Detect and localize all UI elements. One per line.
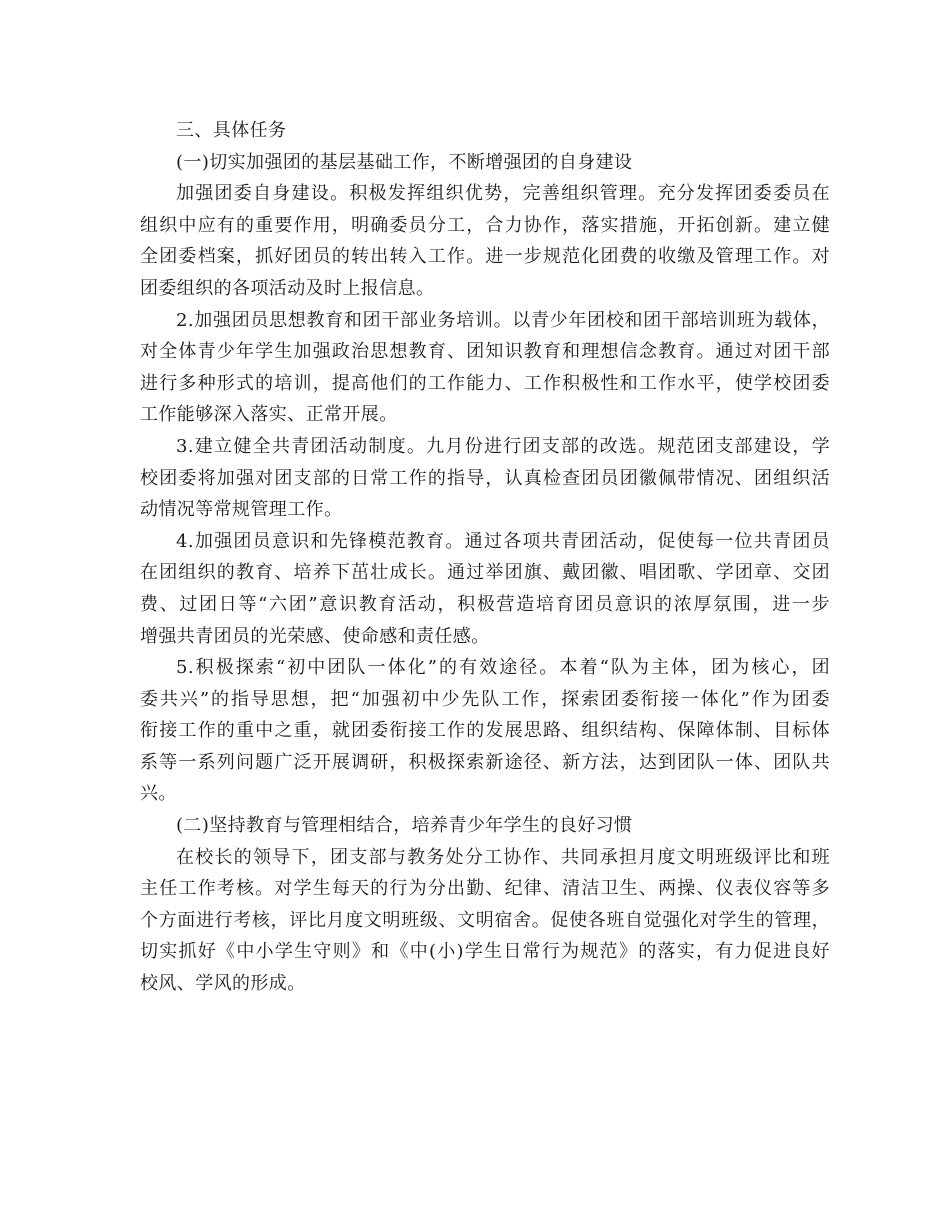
text-line: 动情况等常规管理工作。 bbox=[140, 499, 343, 521]
text-line: 2.加强团员思想教育和团干部业务培训。以青少年团校和团干部培训班为载体， bbox=[176, 309, 830, 331]
text-line: 在校长的领导下，团支部与教务处分工协作、共同承担月度文明班级评比和班 bbox=[176, 846, 830, 868]
text-line: 校风、学风的形成。 bbox=[140, 973, 306, 995]
text-line: (二)坚持教育与管理相结合，培养青少年学生的良好习惯 bbox=[176, 815, 633, 837]
document-page bbox=[140, 115, 830, 1000]
text-line: 3.建立健全共青团活动制度。九月份进行团支部的改选。规范团支部建设，学 bbox=[176, 435, 830, 457]
text-line: 个方面进行考核，评比月度文明班级、文明宿舍。促使各班自觉强化对学生的管理， bbox=[140, 909, 830, 931]
text-line: 对全体青少年学生加强政治思想教育、团知识教育和理想信念教育。通过对团干部 bbox=[140, 341, 830, 363]
text-line: (一)切实加强团的基层基础工作，不断增强团的自身建设 bbox=[176, 151, 633, 173]
text-line: 在团组织的教育、培养下茁壮成长。通过举团旗、戴团徽、唱团歌、学团章、交团 bbox=[140, 562, 830, 584]
text-line: 三、具体任务 bbox=[176, 120, 287, 141]
text-line: 系等一系列问题广泛开展调研，积极探索新途径、新方法，达到团队一体、团队共 bbox=[140, 751, 830, 773]
text-line: 切实抓好《中小学生守则》和《中(小)学生日常行为规范》的落实，有力促进良好 bbox=[140, 941, 830, 963]
text-line: 进行多种形式的培训，提高他们的工作能力、工作积极性和工作水平，使学校团委 bbox=[140, 372, 830, 394]
text-line: 委共兴”的指导思想，把“加强初中少先队工作，探索团委衔接一体化”作为团委 bbox=[140, 688, 830, 710]
text-line: 4.加强团员意识和先锋模范教育。通过各项共青团活动，促使每一位共青团员 bbox=[176, 530, 830, 552]
text-line: 团委组织的各项活动及时上报信息。 bbox=[140, 277, 435, 299]
text-line: 衔接工作的重中之重，就团委衔接工作的发展思路、组织结构、保障体制、目标体 bbox=[140, 720, 830, 742]
text-line: 增强共青团员的光荣感、使命感和责任感。 bbox=[140, 625, 490, 647]
text-line: 组织中应有的重要作用，明确委员分工，合力协作，落实措施，开拓创新。建立健 bbox=[140, 214, 830, 236]
text-line: 全团委档案，抓好团员的转出转入工作。进一步规范化团费的收缴及管理工作。对 bbox=[140, 246, 830, 268]
text-line: 工作能够深入落实、正常开展。 bbox=[140, 404, 398, 426]
text-line: 加强团委自身建设。积极发挥组织优势，完善组织管理。充分发挥团委委员在 bbox=[176, 183, 830, 205]
text-line: 主任工作考核。对学生每天的行为分出勤、纪律、清洁卫生、两操、仪表仪容等多 bbox=[140, 878, 830, 900]
text-line: 费、过团日等“六团”意识教育活动，积极营造培育团员意识的浓厚氛围，进一步 bbox=[140, 593, 830, 615]
text-line: 5.积极探索“初中团队一体化”的有效途径。本着“队为主体，团为核心，团 bbox=[176, 657, 830, 679]
text-line: 校团委将加强对团支部的日常工作的指导，认真检查团员团徽佩带情况、团组织活 bbox=[140, 467, 830, 489]
text-line: 兴。 bbox=[140, 783, 177, 805]
